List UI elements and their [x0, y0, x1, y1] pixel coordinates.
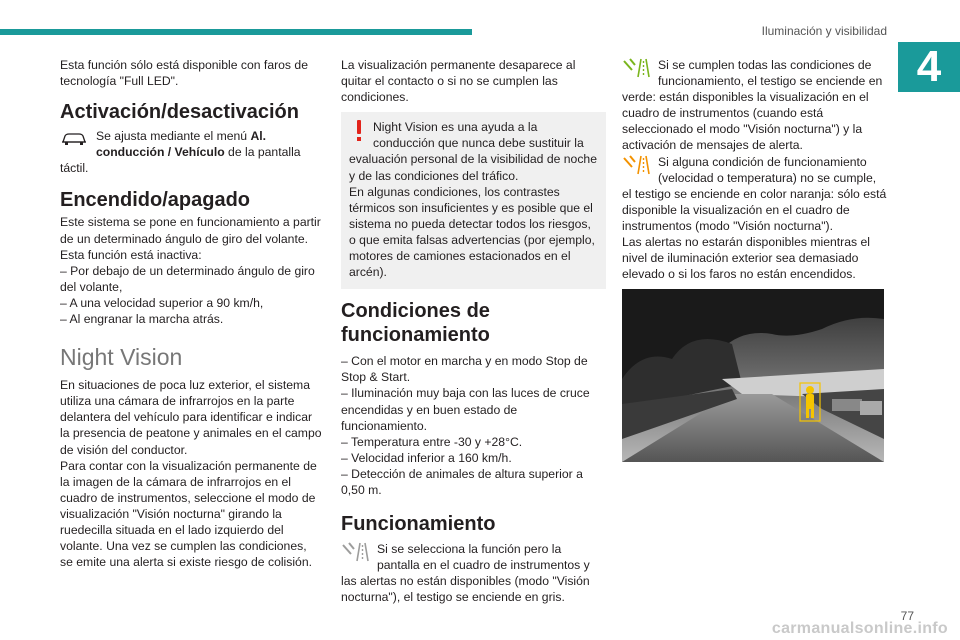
list-item: – Al engranar la marcha atrás. [60, 312, 224, 327]
activacion-text-post: de la pantalla táctil. [60, 145, 301, 176]
orange-indicator-paragraph [622, 154, 888, 234]
grey-indicator-text: Si se selecciona la función pero la pantalla en el cuadro de instrumentos y las alertas no están disponibles (modo "Visión nocturna"), el testigo se enciende en gris. [341, 542, 590, 605]
night-vision-indicator-orange-icon [622, 154, 652, 176]
column-3 [622, 57, 888, 282]
heading-funcionamiento: Funcionamiento [341, 513, 496, 536]
heading-condiciones: Condiciones de funcionamiento [341, 300, 490, 347]
chapter-tab: 4 [898, 42, 960, 92]
night-vision-indicator-green-icon [622, 57, 652, 79]
list-item: – Temperatura entre -30 y +28°C. [341, 434, 523, 449]
column-1 [60, 57, 322, 570]
section-header: Iluminación y visibilidad [761, 24, 887, 38]
list-item: – A una velocidad superior a 90 km/h, [60, 295, 264, 310]
watermark: carmanualsonline.info [771, 620, 948, 637]
warning-icon [349, 119, 369, 141]
night-vision-camera-image [622, 289, 884, 462]
column-2 [341, 57, 606, 605]
green-indicator-paragraph [622, 57, 888, 154]
night-vision-p2: Para contar con la visualización permanente de la imagen de la cámara de infrarrojos en el cuadro de instrumentos, seleccione el modo de visualización "Visión nocturna" girando la ruedecilla situada en el lado izquierdo del volante. Una vez se cumplen las condiciones, se emite una alerta si existe riesgo de colisión. [60, 458, 317, 570]
list-item: – Con el motor en marcha y en modo Stop de Stop & Start. [341, 354, 588, 385]
list-item: – Detección de animales de altura superior a 0,50 m. [341, 466, 583, 497]
activacion-paragraph [60, 128, 322, 176]
heading-encendido: Encendido/apagado [60, 189, 251, 212]
top-accent-bar [0, 29, 472, 35]
permanent-display-text: La visualización permanente desaparece al quitar el contacto o si no se cumplen las condiciones. [341, 58, 576, 105]
intro-text: Esta función sólo está disponible con faros de tecnología "Full LED". [60, 58, 308, 89]
encendido-text: Este sistema se pone en funcionamiento a partir de un determinado ángulo de giro del volante. [60, 215, 321, 246]
car-icon [60, 132, 90, 154]
orange-indicator-text: Si alguna condición de funcionamiento (velocidad o temperatura) no se cumple, el testigo se enciende en color naranja: sólo está disponible la visualización en el cuadro de instrumentos (modo "Visión nocturna"). [622, 154, 887, 233]
night-vision-p1: En situaciones de poca luz exterior, el sistema utiliza una cámara de infrarrojos en la parte delantera del vehículo para identificar e indicar la presencia de peatone y animales en el campo de visión del conductor. [60, 378, 322, 457]
menu-path: Al. conducción / Vehículo [96, 129, 267, 160]
heading-night-vision: Night Vision [60, 344, 183, 371]
green-indicator-text: Si se cumplen todas las condiciones de funcionamiento, el testigo se enciende en verde: están disponibles la visualización en el cuadro de instrumentos (cuando está seleccionado el modo "Visión nocturna") y la activación de mensajes de alerta. [622, 58, 883, 153]
heading-activacion: Activación/desactivación [60, 101, 299, 124]
warning-p2: En algunas condiciones, los contrastes térmicos son insuficientes y es posible que el sistema no pueda detectar todos los riesgos, o que emita falsas advertencias (por ejemplo, motores de camiones estacionados en el arcén). [349, 184, 595, 280]
alerts-text: Las alertas no estarán disponibles mientras el nivel de iluminación exterior sea demasiado elevado o si los faros no están encendidos. [622, 235, 870, 282]
grey-indicator-paragraph [341, 541, 606, 605]
warning-p1: Night Vision es una ayuda a la conducción que nunca debe sustituir la evaluación personal de la visibilidad de noche y de las condiciones del tráfico. [349, 120, 597, 183]
list-item: – Por debajo de un determinado ángulo de giro del volante, [60, 263, 315, 294]
warning-box [341, 112, 606, 289]
inactiva-text: Esta función está inactiva: [60, 247, 202, 262]
night-vision-indicator-grey-icon [341, 541, 371, 563]
activacion-text-pre: Se ajusta mediante el menú [96, 129, 251, 144]
page-number: 77 [900, 609, 914, 623]
list-item: – Velocidad inferior a 160 km/h. [341, 450, 512, 465]
list-item: – Iluminación muy baja con las luces de cruce encendidas y en buen estado de funcionamiento. [341, 386, 590, 433]
